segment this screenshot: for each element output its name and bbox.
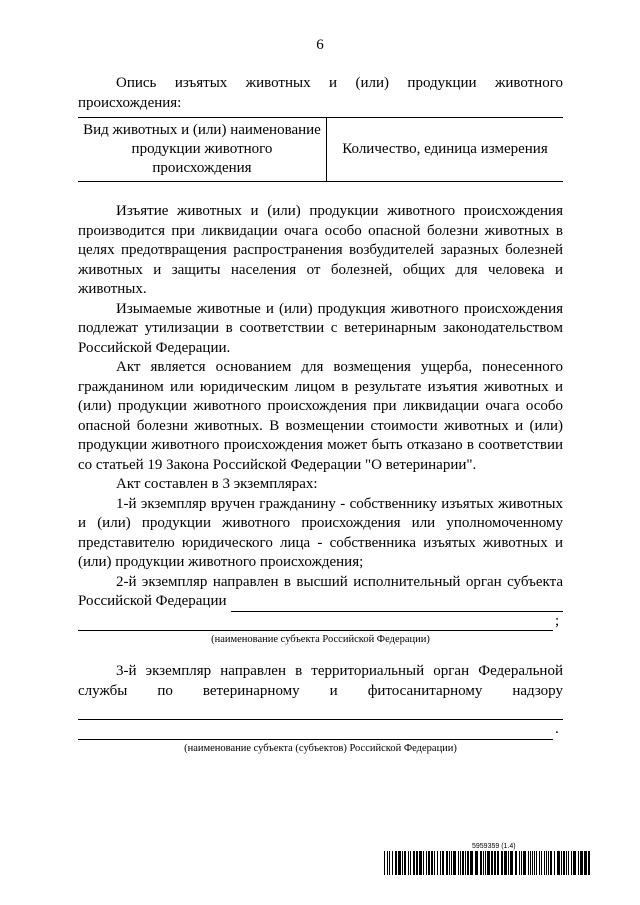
copy-2-end-mark: ; [555, 612, 560, 629]
caption-subject-name: (наименование субъекта Российской Федерации) [211, 634, 430, 645]
caption-subjects-name: (наименование субъекта (субъектов) Российской Федерации) [184, 742, 457, 754]
copy-3-fill-row-2 [78, 720, 563, 740]
copy-2-fill-row-2 [78, 612, 563, 632]
barcode-icon [384, 851, 590, 875]
paragraph-copy-1: 1-й экземпляр вручен гражданину - собственнику изъятых животных и (или) продукции животного происхождения или уполномоченному представителю юридического лица - собственника изъятых животных и (или) продукции животного происхождения; [78, 495, 563, 570]
copy-2-prefix: Российской Федерации [78, 593, 227, 609]
copy-2-fill-line[interactable] [231, 596, 563, 612]
inventory-heading-text: Опись изъятых животных и (или) продукции животного происхождения: [78, 75, 563, 111]
paragraph-copy-2-line1: 2-й экземпляр направлен в высший исполнительный орган субъекта [116, 573, 563, 590]
document-body [78, 74, 563, 755]
table-header-quantity: Количество, единица измерения [342, 141, 548, 157]
inventory-table [78, 117, 563, 182]
paragraph-copies: Акт составлен в 3 экземплярах: [116, 476, 318, 492]
inventory-heading [78, 74, 563, 113]
paragraph-compensation: Акт является основанием для возмещения ущерба, понесенного гражданином или юридическим лицом в результате изъятия животных и (или) продукции животного происхождения при ликвидации очага особо опасной болезни животных. В возмещении стоимости животных и (или) продукции животного происхождения может быть отказано в соответствии со статьей 19 Закона Российской Федерации "О ветеринарии". [78, 359, 563, 473]
paragraph-disposal: Изымаемые животные и (или) продукция животного происхождения подлежат утилизации в соответствии с ветеринарным законодательством Российской Федерации. [78, 300, 563, 356]
paragraph-copy-3-line2: службы по ветеринарному и фитосанитарному надзору [78, 682, 563, 699]
page-number: 6 [316, 37, 324, 53]
copy-3-fill-line-2[interactable] [78, 721, 553, 740]
copy-3-end-mark: . [555, 721, 559, 737]
copy-3-fill-line-1[interactable] [78, 701, 563, 720]
document-code: 5959359 (1.4) [472, 843, 516, 850]
copy-2-fill-line-2[interactable] [78, 615, 553, 631]
paragraph-seizure: Изъятие животных и (или) продукции животного происхождения производится при ликвидации очага особо опасной болезни животных в целях предотвращения распространения возбудителей заразных болезней животных и защиты населения от болезней, общих для человека и животных. [78, 203, 563, 297]
copy-2-fill-row [78, 592, 563, 612]
paragraph-copy-3-line1: 3-й экземпляр направлен в территориальный орган Федеральной [116, 663, 563, 679]
table-header-row [78, 118, 563, 182]
table-header-species: Вид животных и (или) наименование продукции животного происхождения [78, 118, 327, 182]
